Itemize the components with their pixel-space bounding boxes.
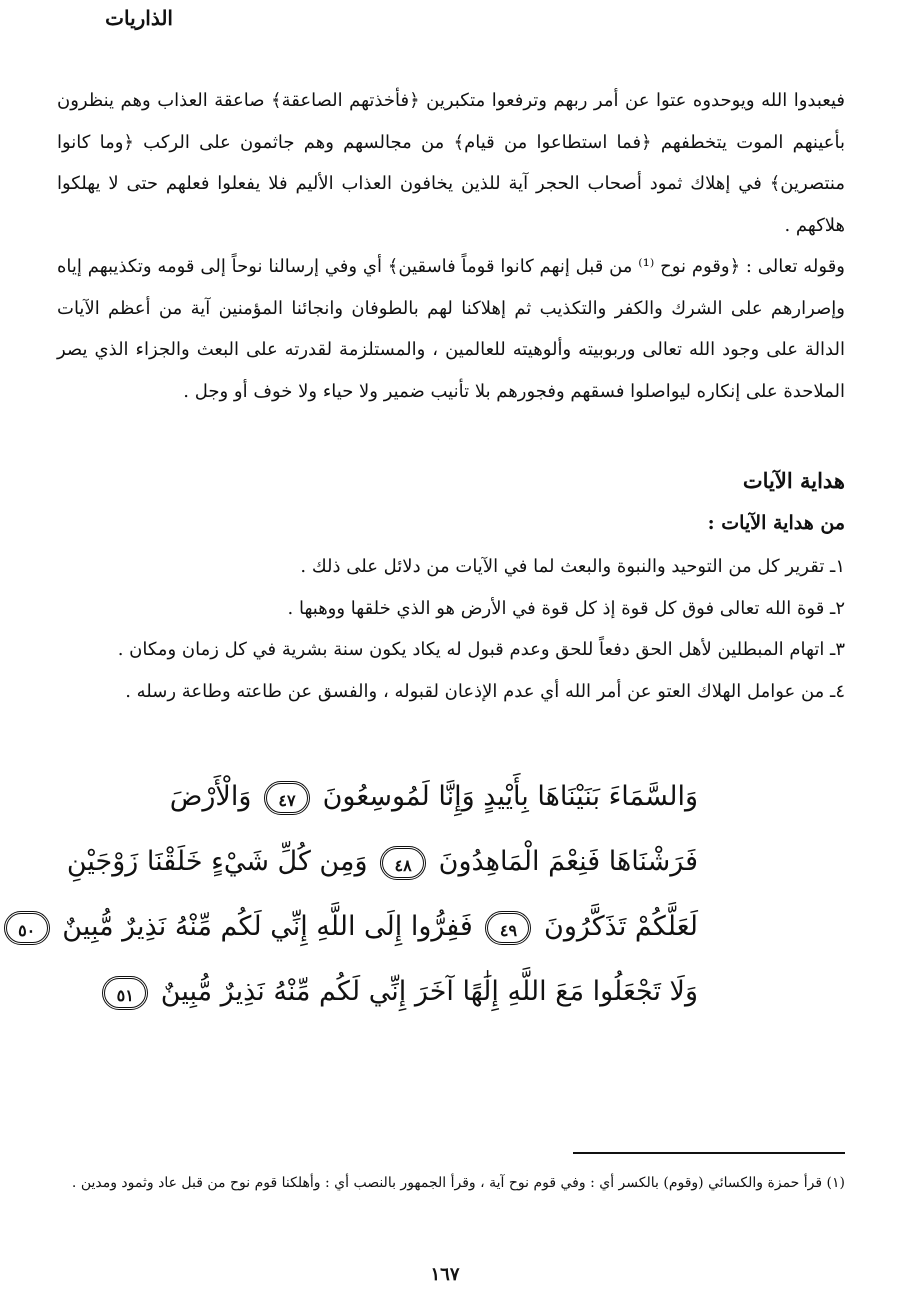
- guidance-point: ٣ـ اتهام المبطلين لأهل الحق دفعاً للحق وعدم قبول له يكاد يكون سنة بشرية في كل زمان ومكان .: [117, 639, 845, 660]
- verse-text: وَالْأَرْضَ: [169, 781, 252, 812]
- verse-text: وَالسَّمَاءَ بَنَيْنَاهَا بِأَيْيدٍ وَإِنَّا لَمُوسِعُونَ: [322, 781, 698, 812]
- footnote: (١) قرأ حمزة والكسائي (وقوم) بالكسر أي : وفي قوم نوح آية ، وقرأ الجمهور بالنصب أي : وأهلكنا قوم نوح من قبل عاد وثمود ومدين .: [71, 1175, 845, 1191]
- verse-text: فَفِرُّوا إِلَى اللَّهِ إِنِّي لَكُم مِّنْهُ نَذِيرٌ مُّبِينٌ: [62, 911, 473, 942]
- verse-line: [58, 764, 698, 829]
- running-head: الذاريات: [105, 6, 173, 30]
- guidance-point: ٤ـ من عوامل الهلاك العتو عن أمر الله أي عدم الإذعان لقبوله ، والفسق عن طاعته وطاعة رسله .: [125, 680, 845, 702]
- verse-text: وَمِن كُلِّ شَيْءٍ خَلَقْنَا زَوْجَيْنِ: [66, 846, 368, 877]
- tafsir-paragraph: فيعبدوا الله ويوحدوه عتوا عن أمر ربهم وترفعوا متكبرين ﴿فأخذتهم الصاعقة﴾ صاعقة العذاب وهم ينظرون بأعينهم الموت يتخطفهم ﴿فما استطاعوا من قيام﴾ من مجالسهم وهم جاثمون على الركب ﴿وما كانوا منتصرين﴾ في إهلاك ثمود أصحاب الحجر آية للذين يخافون العذاب الأليم فلا يفعلوا فعلهم حتى لا يهلكوا هلاكهم .: [57, 90, 845, 236]
- ayah-number-marker: ٤٨: [380, 846, 426, 880]
- verse-line: [58, 959, 698, 1024]
- verse-text: فَرَشْنَاهَا فَنِعْمَ الْمَاهِدُونَ: [438, 846, 698, 877]
- ayah-number-marker: ٤٩: [485, 911, 531, 945]
- verse-text: لَعَلَّكُمْ تَذَكَّرُونَ: [544, 911, 698, 942]
- quran-verses-block: [18, 764, 698, 1024]
- page-number: ١٦٧: [430, 1264, 460, 1285]
- verse-text: وَلَا تَجْعَلُوا مَعَ اللَّهِ إِلَٰهًا آخَرَ إِنِّي لَكُم مِّنْهُ نَذِيرٌ مُّبِينٌ: [160, 976, 698, 1007]
- section-subheading: من هداية الآيات :: [707, 512, 845, 534]
- guidance-point: ٢ـ قوة الله تعالى فوق كل قوة إذ كل قوة في الأرض هو الذي خلقها ووهبها .: [287, 597, 845, 619]
- verse-line: [18, 894, 698, 959]
- ayah-number-marker: ٥١: [102, 976, 148, 1010]
- section-heading: هداية الآيات: [742, 468, 845, 493]
- ayah-number-marker: ٤٧: [264, 781, 310, 815]
- footnote-separator: [573, 1152, 845, 1154]
- verse-line: [58, 829, 698, 894]
- guidance-points-list: [57, 546, 845, 712]
- ayah-number-marker: ٥٠: [4, 911, 50, 945]
- guidance-point: ١ـ تقرير كل من التوحيد والنبوة والبعث لما في الآيات من دلائل على ذلك .: [300, 556, 845, 577]
- tafsir-paragraph: وقوله تعالى : ﴿وقوم نوح ⁽¹⁾ من قبل إنهم كانوا قوماً فاسقين﴾ أي وفي إرسالنا نوحاً إلى قومه وتكذيبهم إياه وإصرارهم على الشرك والكفر والتكذيب ثم إهلاكنا لهم بالطوفان وانجائنا المؤمنين آية من أعظم الآيات الدالة على وجود الله تعالى وربوبيته وألوهيته للعالمين ، والمستلزمة لقدرته على البعث والجزاء الذي يصر الملاحدة على إنكاره ليواصلوا فسقهم وفجورهم بلا تأنيب ضمير ولا حياء ولا خوف أو وجل .: [57, 256, 845, 402]
